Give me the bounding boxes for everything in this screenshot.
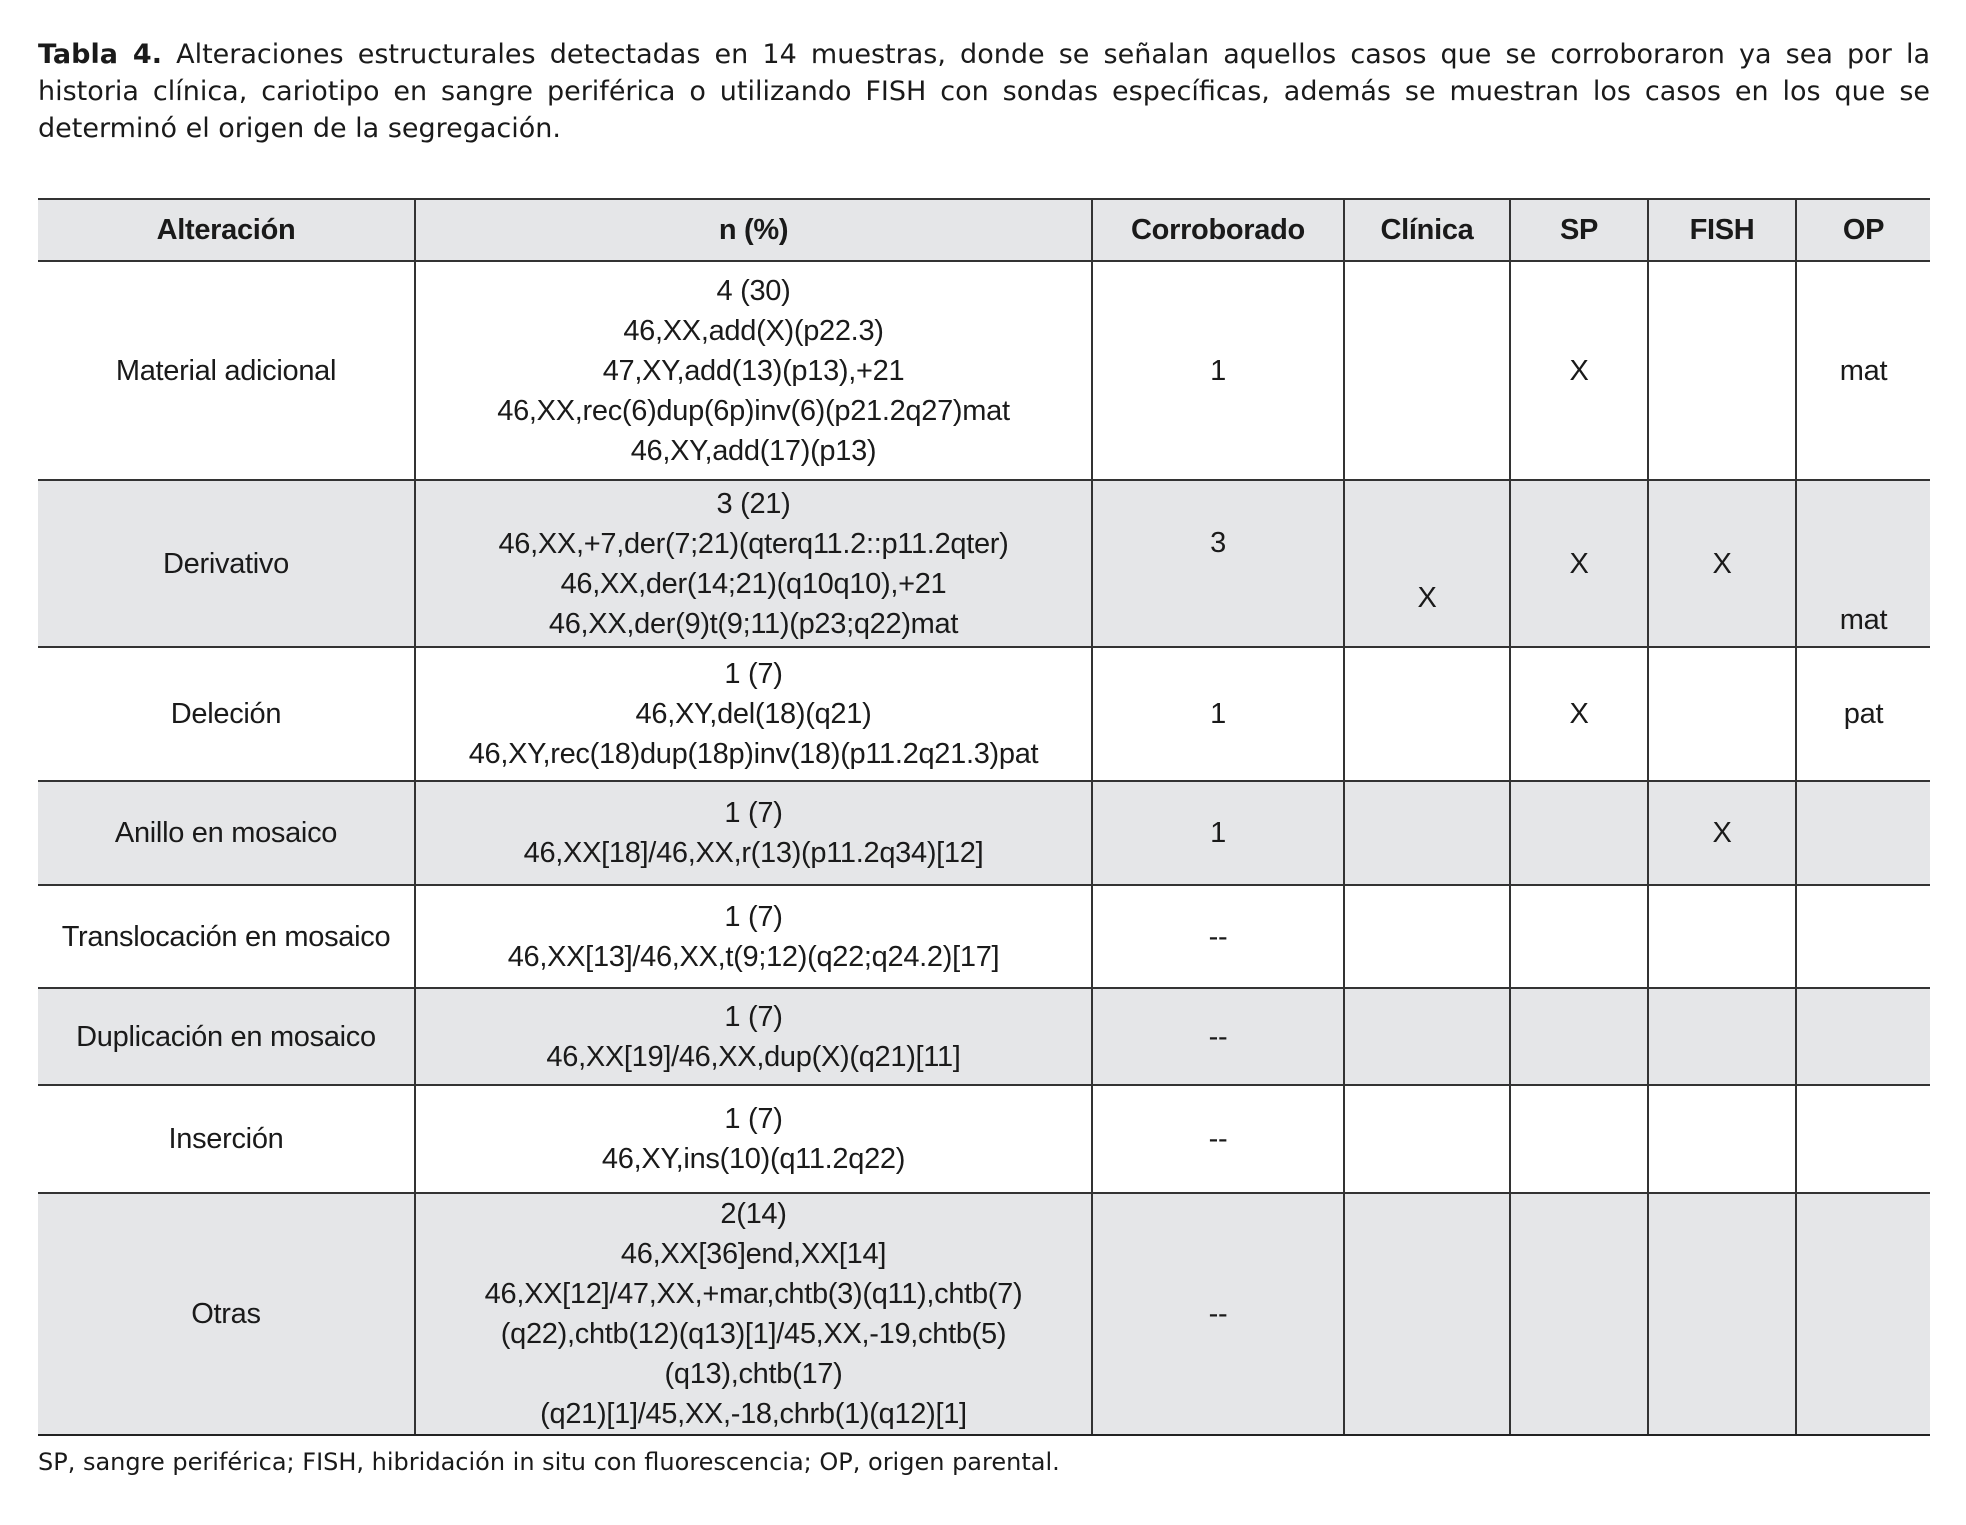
cell-op: pat — [1796, 647, 1930, 781]
n-line: 3 (21) — [716, 487, 791, 520]
n-line: 46,XY,ins(10)(q11.2q22) — [601, 1143, 906, 1175]
n-line: 1 (7) — [724, 658, 783, 690]
table-row — [38, 1193, 1930, 1435]
cell-corroborado: -- — [1092, 988, 1344, 1085]
cell-clinica — [1344, 988, 1510, 1085]
table-row — [38, 988, 1930, 1085]
cell-fish — [1648, 261, 1796, 480]
n-line: 46,XX[12]/47,XX,+mar,chtb(3)(q11),chtb(7) — [484, 1278, 1023, 1310]
cell-corroborado: 3 — [1092, 480, 1344, 647]
n-line: 46,XY,del(18)(q21) — [635, 698, 872, 730]
cell-corroborado: -- — [1092, 885, 1344, 988]
table-row — [38, 885, 1930, 988]
cell-alteracion: Inserción — [38, 1085, 415, 1193]
cell-corroborado: 1 — [1092, 647, 1344, 781]
cell-n-percent — [415, 1085, 1092, 1193]
cell-alteracion: Anillo en mosaico — [38, 781, 415, 885]
table-row — [38, 647, 1930, 781]
n-line: 47,XY,add(13)(p13),+21 — [602, 354, 905, 387]
n-line: 46,XX,+7,der(7;21)(qterq11.2::p11.2qter) — [498, 527, 1009, 560]
cell-sp — [1510, 1193, 1648, 1435]
table-row — [38, 480, 1930, 647]
table-footnote: SP, sangre periférica; FISH, hibridación in situ con fluorescencia; OP, origen parental. — [38, 1448, 1060, 1476]
header-op: OP — [1796, 199, 1930, 261]
cell-op — [1796, 988, 1930, 1085]
cell-clinica — [1344, 647, 1510, 781]
cell-corroborado: -- — [1092, 1193, 1344, 1435]
n-line: 46,XX,rec(6)dup(6p)inv(6)(p21.2q27)mat — [497, 394, 1010, 427]
header-n-percent: n (%) — [415, 199, 1092, 261]
cell-alteracion: Derivativo — [38, 480, 415, 647]
cell-n-percent — [415, 885, 1092, 988]
cell-sp: X — [1510, 261, 1648, 480]
cell-sp — [1510, 781, 1648, 885]
header-fish: FISH — [1648, 199, 1796, 261]
cell-clinica — [1344, 1193, 1510, 1435]
n-line: 46,XX[19]/46,XX,dup(X)(q21)[11] — [546, 1040, 961, 1073]
n-line: 1 (7) — [724, 1103, 783, 1135]
caption-text: Alteraciones estructurales detectadas en 14 muestras, donde se señalan aquellos casos que se corroboraron ya sea por la historia clínica, cariotipo en sangre periférica o utilizando FISH con sondas específicas, además se muestran los casos en los que se determinó el origen de la segregación. — [38, 39, 1930, 144]
n-line: 46,XX,der(14;21)(q10q10),+21 — [560, 567, 947, 600]
cell-n-percent — [415, 988, 1092, 1085]
n-line: 2(14) — [720, 1198, 787, 1230]
cell-sp: X — [1510, 647, 1648, 781]
cell-op: mat — [1796, 480, 1930, 647]
cell-clinica — [1344, 885, 1510, 988]
cell-alteracion: Duplicación en mosaico — [38, 988, 415, 1085]
cell-n-percent — [415, 647, 1092, 781]
n-line: (q21)[1]/45,XX,-18,chrb(1)(q12)[1] — [540, 1398, 967, 1430]
header-alteracion: Alteración — [38, 199, 415, 261]
cell-op: mat — [1796, 261, 1930, 480]
cell-sp — [1510, 885, 1648, 988]
n-line: 46,XX[36]end,XX[14] — [620, 1238, 887, 1270]
header-sp: SP — [1510, 199, 1648, 261]
n-line: 46,XY,add(17)(p13) — [630, 434, 877, 467]
cell-fish — [1648, 885, 1796, 988]
cell-corroborado: 1 — [1092, 261, 1344, 480]
cell-clinica — [1344, 1085, 1510, 1193]
cell-fish: X — [1648, 480, 1796, 647]
cell-op — [1796, 1085, 1930, 1193]
cell-sp — [1510, 988, 1648, 1085]
n-line: 46,XX,add(X)(p22.3) — [623, 314, 884, 347]
alterations-table — [38, 198, 1930, 1436]
cell-corroborado: 1 — [1092, 781, 1344, 885]
cell-fish — [1648, 1085, 1796, 1193]
cell-alteracion: Material adicional — [38, 261, 415, 480]
table-header-row — [38, 199, 1930, 261]
cell-fish — [1648, 988, 1796, 1085]
header-corroborado: Corroborado — [1092, 199, 1344, 261]
table-caption — [38, 36, 1930, 147]
table-row — [38, 781, 1930, 885]
cell-clinica — [1344, 261, 1510, 480]
cell-clinica: X — [1344, 480, 1510, 647]
cell-n-percent — [415, 480, 1092, 647]
cell-op — [1796, 885, 1930, 988]
cell-alteracion: Otras — [38, 1193, 415, 1435]
n-line: 1 (7) — [724, 1000, 783, 1033]
n-line: 4 (30) — [716, 274, 791, 307]
cell-n-percent — [415, 781, 1092, 885]
cell-clinica — [1344, 781, 1510, 885]
table-row — [38, 1085, 1930, 1193]
data-table-container — [38, 198, 1930, 1436]
cell-sp: X — [1510, 480, 1648, 647]
n-line: 1 (7) — [724, 900, 783, 933]
n-line: 46,XX,der(9)t(9;11)(p23;q22)mat — [548, 607, 959, 640]
header-clinica: Clínica — [1344, 199, 1510, 261]
caption-label: Tabla 4. — [38, 39, 162, 70]
cell-corroborado: -- — [1092, 1085, 1344, 1193]
cell-fish — [1648, 1193, 1796, 1435]
n-line: 46,XY,rec(18)dup(18p)inv(18)(p11.2q21.3)pat — [468, 738, 1039, 770]
table-row — [38, 261, 1930, 480]
cell-fish: X — [1648, 781, 1796, 885]
cell-fish — [1648, 647, 1796, 781]
cell-sp — [1510, 1085, 1648, 1193]
cell-alteracion: Deleción — [38, 647, 415, 781]
n-line: 46,XX[13]/46,XX,t(9;12)(q22;q24.2)[17] — [507, 940, 1000, 973]
cell-op — [1796, 781, 1930, 885]
cell-alteracion: Translocación en mosaico — [38, 885, 415, 988]
n-line: 1 (7) — [724, 797, 783, 829]
cell-op — [1796, 1193, 1930, 1435]
cell-n-percent — [415, 1193, 1092, 1435]
cell-n-percent — [415, 261, 1092, 480]
n-line: (q22),chtb(12)(q13)[1]/45,XX,-19,chtb(5)(q13),chtb(17) — [500, 1318, 1007, 1390]
n-line: 46,XX[18]/46,XX,r(13)(p11.2q34)[12] — [523, 837, 984, 869]
